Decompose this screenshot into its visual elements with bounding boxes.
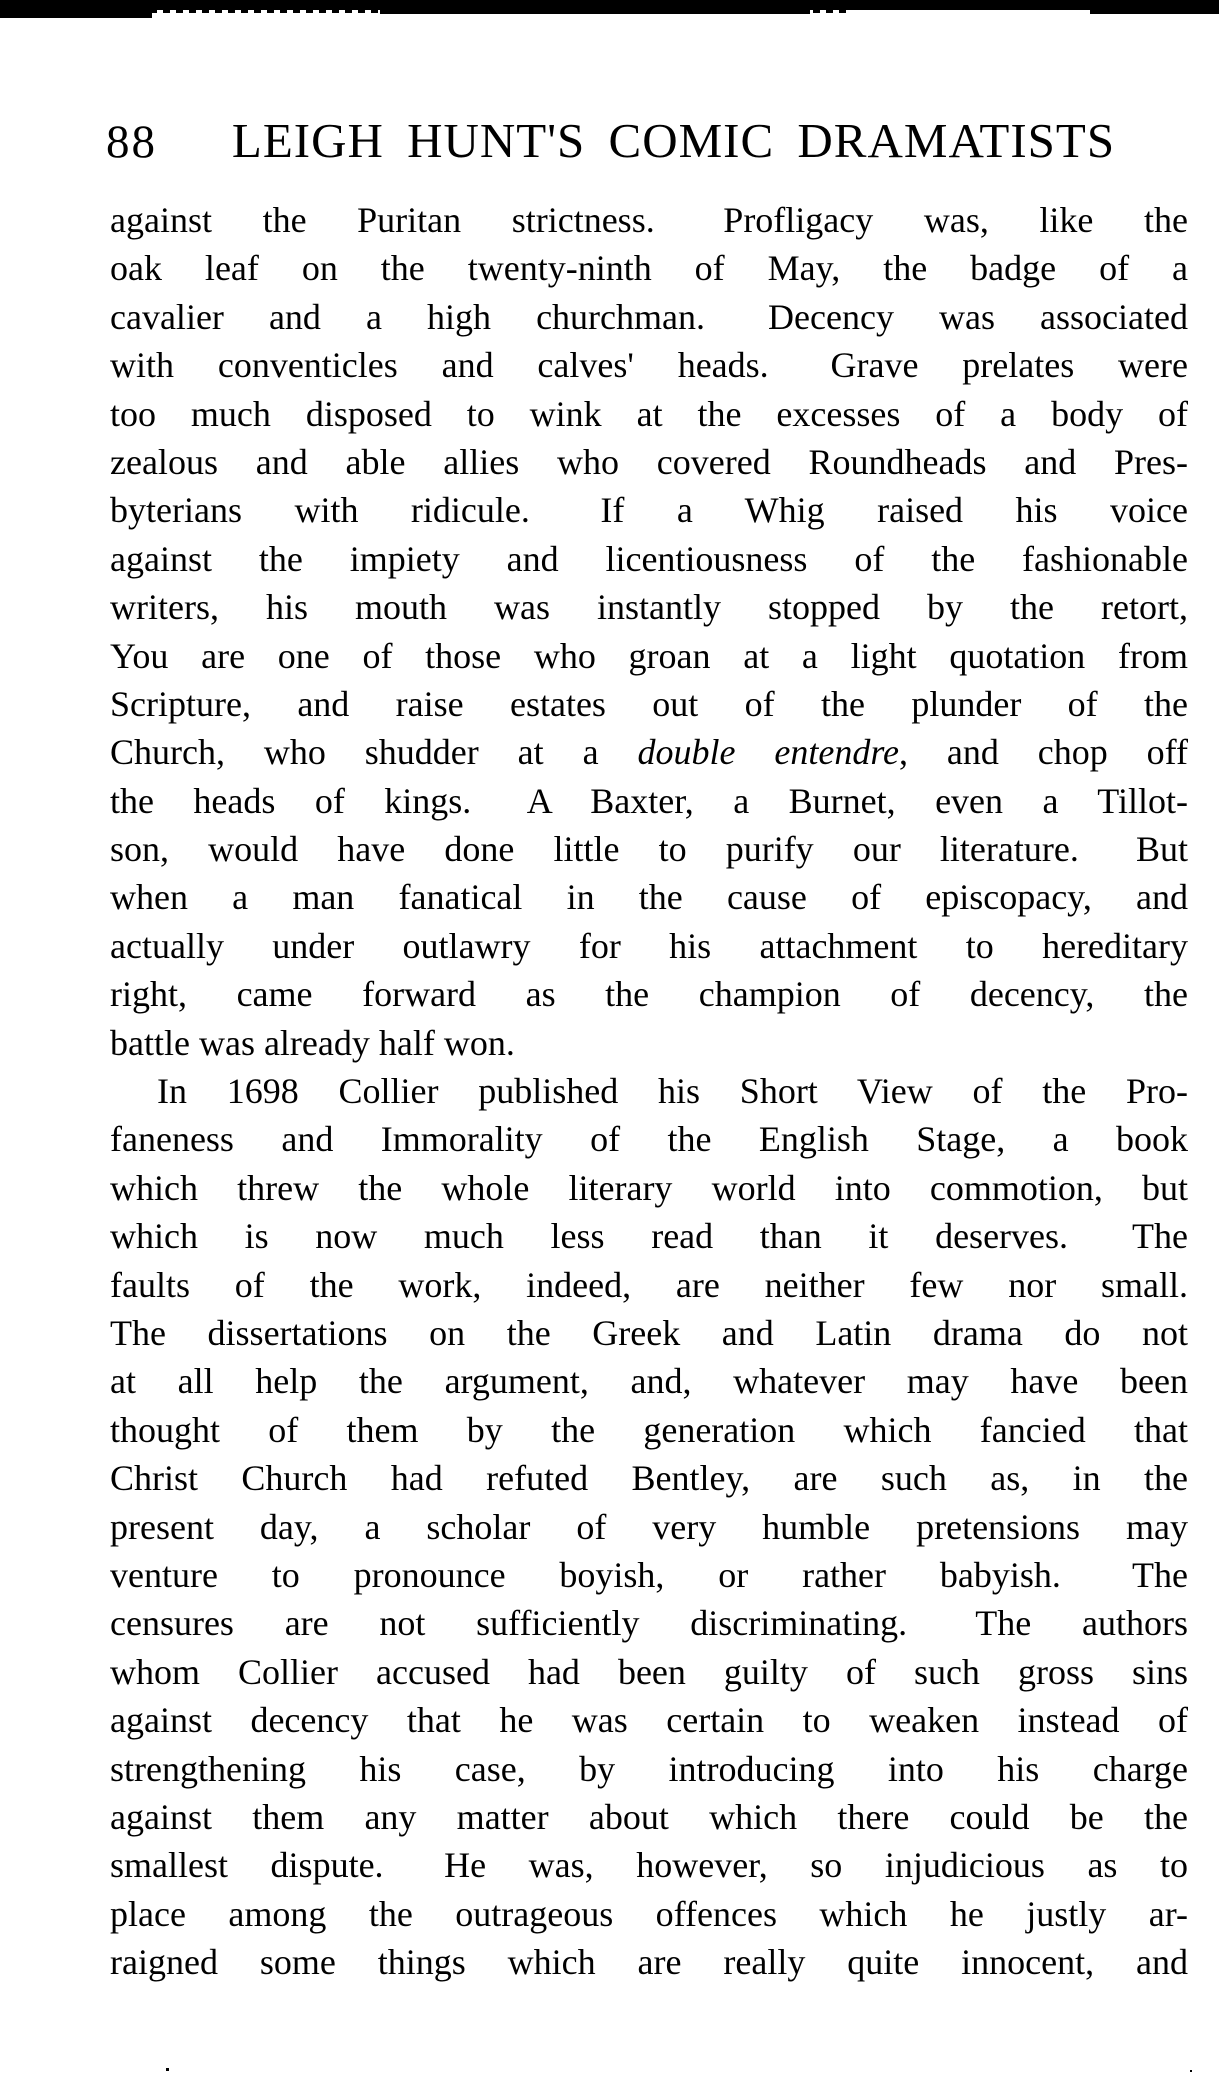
text-line: censures are not sufficiently discriminating. The authors xyxy=(110,1603,1188,1644)
text-line-paragraph-end: battle was already half won. xyxy=(110,1022,515,1063)
text-line: against decency that he was certain to weaken instead of xyxy=(110,1700,1188,1741)
page-number: 88 xyxy=(106,116,157,168)
scan-speck xyxy=(1190,2070,1192,2072)
text-line: Scripture, and raise estates out of the plunder of the xyxy=(110,683,1188,724)
text-segment: , and chop off xyxy=(898,732,1188,773)
text-line: cavalier and a high churchman. Decency was associated xyxy=(110,296,1188,337)
text-line: oak leaf on the twenty-ninth of May, the badge of a xyxy=(110,248,1188,289)
text-line-with-italic xyxy=(110,728,1188,776)
page-header xyxy=(106,112,1190,169)
text-line: against them any matter about which there could be the xyxy=(110,1796,1188,1837)
text-line: faults of the work, indeed, are neither few nor small. xyxy=(110,1264,1188,1305)
text-line: Christ Church had refuted Bentley, are such as, in the xyxy=(110,1458,1188,1499)
scan-edge-artifact-left xyxy=(0,0,152,18)
text-line: present day, a scholar of very humble pretensions may xyxy=(110,1506,1188,1547)
body-text xyxy=(110,196,1188,1986)
text-line: actually under outlawry for his attachment to hereditary xyxy=(110,925,1188,966)
text-line: writers, his mouth was instantly stopped by the retort, xyxy=(110,587,1188,628)
text-line: too much disposed to wink at the excesses of a body of xyxy=(110,393,1188,434)
text-line: thought of them by the generation which fancied that xyxy=(110,1409,1188,1450)
scan-edge-artifact-ragged xyxy=(150,10,850,13)
text-line: with conventicles and calves' heads. Grave prelates were xyxy=(110,345,1188,386)
text-line: faneness and Immorality of the English Stage, a book xyxy=(110,1119,1188,1160)
text-line: raigned some things which are really quite innocent, and xyxy=(110,1942,1188,1983)
text-line: right, came forward as the champion of decency, the xyxy=(110,974,1188,1015)
text-line: against the impiety and licentiousness of the fashionable xyxy=(110,538,1188,579)
running-title: LEIGH HUNT'S COMIC DRAMATISTS xyxy=(231,113,1116,168)
text-line: which is now much less read than it deserves. The xyxy=(110,1216,1188,1257)
text-line: which threw the whole literary world into commotion, but xyxy=(110,1167,1188,1208)
text-line: place among the outrageous offences which he justly ar- xyxy=(110,1893,1188,1934)
text-line: smallest dispute. He was, however, so injudicious as to xyxy=(110,1845,1188,1886)
text-line: against the Puritan strictness. Profligacy was, like the xyxy=(110,200,1188,240)
scan-edge-artifact-right xyxy=(1090,0,1219,14)
text-line: strengthening his case, by introducing into his charge xyxy=(110,1748,1188,1789)
text-line: the heads of kings. A Baxter, a Burnet, even a Tillot- xyxy=(110,780,1188,821)
text-segment: Church, who shudder at a xyxy=(110,732,638,773)
text-line: whom Collier accused had been guilty of such gross sins xyxy=(110,1651,1188,1692)
text-line: You are one of those who groan at a light quotation from xyxy=(110,635,1188,676)
text-line: venture to pronounce boyish, or rather babyish. The xyxy=(110,1554,1188,1595)
text-line-paragraph-start: In 1698 Collier published his Short View of the Pro- xyxy=(157,1071,1188,1112)
text-line: zealous and able allies who covered Roundheads and Pres- xyxy=(110,441,1188,482)
text-segment-italic: double entendre xyxy=(637,732,899,773)
text-line: when a man fanatical in the cause of episcopacy, and xyxy=(110,877,1188,918)
text-line: son, would have done little to purify our literature. But xyxy=(110,829,1188,870)
text-line: at all help the argument, and, whatever may have been xyxy=(110,1361,1188,1402)
text-line: byterians with ridicule. If a Whig raised his voice xyxy=(110,490,1188,531)
scan-speck xyxy=(166,2068,169,2071)
text-line: The dissertations on the Greek and Latin drama do not xyxy=(110,1312,1188,1353)
